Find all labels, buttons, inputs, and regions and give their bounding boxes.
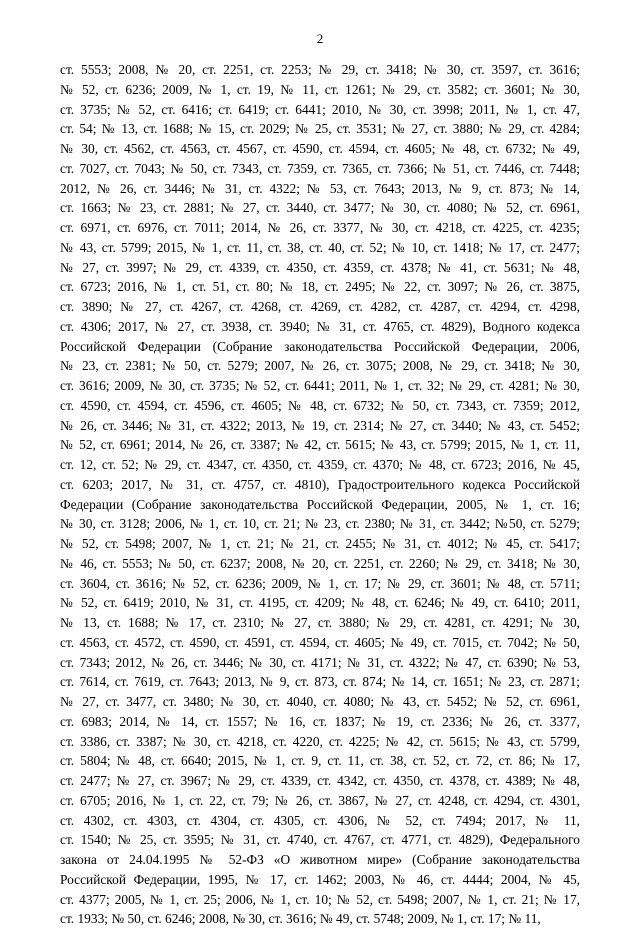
text-line: № 23, ст. 2381; № 50, ст. 5279; 2007, № 26, ст. 3075; 2008, № 29, ст. 3418; № 30, [60,358,580,374]
text-line: ст. 7343; 2012, № 26, ст. 3446; № 30, ст. 4171; № 31, ст. 4322; № 47, ст. 6390; № 53, [60,654,580,670]
text-line: № 52, ст. 5498; 2007, № 1, ст. 21; № 21, ст. 2455; № 31, ст. 4012; № 45, ст. 5417; [60,536,580,551]
body-text [60,60,580,929]
text-line: ст. 5553; 2008, № 20, ст. 2251, ст. 2253; № 29, ст. 3418; № 30, ст. 3597, ст. 3616; [60,62,580,77]
page-number: 2 [316,31,324,46]
text-line: ст. 3604, ст. 3616; № 52, ст. 6236; 2009, № 1, ст. 17; № 29, ст. 3601; № 48, ст. 5711; [60,575,580,591]
text-line: № 27, ст. 3997; № 29, ст. 4339, ст. 4350, ст. 4359, ст. 4378; № 41, ст. 5631; № 48, [60,259,580,275]
text-line: № 52, ст. 6236; 2009, № 1, ст. 19, № 11, ст. 1261; № 29, ст. 3582; ст. 3601; № 30, [60,81,580,97]
text-line: ст. 3890; № 27, ст. 4267, ст. 4268, ст. 4269, ст. 4282, ст. 4287, ст. 4294, ст. 4298, [60,299,580,314]
text-line: ст. 4590, ст. 4594, ст. 4596, ст. 4605; № 48, ст. 6732; № 50, ст. 7343, ст. 7359; 2012, [60,397,580,413]
text-line: ст. 4377; 2005, № 1, ст. 25; 2006, № 1, ст. 10; № 52, ст. 5498; 2007, № 1, ст. 21; № 17, [60,891,580,907]
text-line: ст. 12, ст. 52; № 29, ст. 4347, ст. 4350, ст. 4359, ст. 4370; № 48, ст. 6723; 2016, № 45, [60,457,580,472]
text-line: № 52, ст. 6961; 2014, № 26, ст. 3387; № 42, ст. 5615; № 43, ст. 5799; 2015, № 1, ст. 11, [60,437,580,453]
text-line: ст. 1540; № 25, ст. 3595; № 31, ст. 4740, ст. 4767, ст. 4771, ст. 4829), Федерального [60,832,580,848]
text-line: ст. 4302, ст. 4303, ст. 4304, ст. 4305, ст. 4306, № 52, ст. 7494; 2017, № 11, [60,812,580,828]
text-line: Российской Федерации (Собрание законодательства Российской Федерации, 2006, [60,338,580,354]
text-line: ст. 3386, ст. 3387; № 30, ст. 4218, ст. 4220, ст. 4225; № 42, ст. 5615; № 43, ст. 5799, [60,733,580,749]
text-line: № 30, ст. 3128; 2006, № 1, ст. 10, ст. 21; № 23, ст. 2380; № 31, ст. 3442; №50, ст. 5279; [60,516,580,532]
text-line: ст. 1933; № 50, ст. 6246; 2008, № 30, ст. 3616; № 49, ст. 5748; 2009, № 1, ст. 17; № 11, [60,911,541,927]
text-line: № 52, ст. 6419; 2010, № 31, ст. 4195, ст. 4209; № 48, ст. 6246; № 49, ст. 6410; 2011, [60,595,580,611]
text-line: ст. 3616; 2009, № 30, ст. 3735; № 52, ст. 6441; 2011, № 1, ст. 32; № 29, ст. 4281; № 30, [60,378,580,393]
text-line: ст. 2477; № 27, ст. 3967; № 29, ст. 4339, ст. 4342, ст. 4350, ст. 4378, ст. 4389; № 48, [60,773,580,788]
text-line: ст. 7614, ст. 7619, ст. 7643; 2013, № 9, ст. 873, ст. 874; № 14, ст. 1651; № 23, ст. 2871; [60,674,580,690]
text-line: № 13, ст. 1688; № 17, ст. 2310; № 27, ст. 3880; № 29, ст. 4281, ст. 4291; № 30, [60,615,580,630]
text-line: 2012, № 26, ст. 3446; № 31, ст. 4322; № 53, ст. 7643; 2013, № 9, ст. 873; № 14, [60,180,580,196]
text-line: ст. 3735; № 52, ст. 6416; ст. 6419; ст. 6441; 2010, № 30, ст. 3998; 2011, № 1, ст. 47, [60,101,580,117]
text-line: ст. 6971, ст. 6976, ст. 7011; 2014, № 26, ст. 3377, № 30, ст. 4218, ст. 4225, ст. 4235; [60,220,580,235]
text-line: ст. 54; № 13, ст. 1688; № 15, ст. 2029; № 25, ст. 3531; № 27, ст. 3880; № 29, ст. 4284; [60,121,580,137]
text-line: № 43, ст. 5799; 2015, № 1, ст. 11, ст. 38, ст. 40, ст. 52; № 10, ст. 1418; № 17, ст. 2477; [60,239,580,255]
text-line: Федерации (Собрание законодательства Российской Федерации, 2005, № 1, ст. 16; [60,496,580,512]
text-line: ст. 6203; 2017, № 31, ст. 4757, ст. 4810), Градостроительного кодекса Российской [60,476,580,492]
text-line: ст. 1663; № 23, ст. 2881; № 27, ст. 3440, ст. 3477; № 30, ст. 4080; № 52, ст. 6961, [60,200,580,216]
text-line: № 30, ст. 4562, ст. 4563, ст. 4567, ст. 4590, ст. 4594, ст. 4605; № 48, ст. 6732; № 49, [60,141,580,156]
text-line: ст. 4563, ст. 4572, ст. 4590, ст. 4591, ст. 4594, ст. 4605; № 49, ст. 7015, ст. 7042; № 50, [60,634,580,650]
text-line: № 46, ст. 5553; № 50, ст. 6237; 2008, № 20, ст. 2251, ст. 2260; № 29, ст. 3418; № 30, [60,555,580,571]
text-line: ст. 4306; 2017, № 27, ст. 3938, ст. 3940; № 31, ст. 4765, ст. 4829), Водного кодекса [60,318,580,334]
text-line: ст. 5804; № 48, ст. 6640; 2015, № 1, ст. 9, ст. 11, ст. 38, ст. 52, ст. 72, ст. 86; № 17, [60,753,580,769]
text-line: ст. 6723; 2016, № 1, ст. 51, ст. 80; № 18, ст. 2495; № 22, ст. 3097; № 26, ст. 3875, [60,279,580,295]
text-line: № 26, ст. 3446; № 31, ст. 4322; 2013, № 19, ст. 2314; № 27, ст. 3440; № 43, ст. 5452; [60,417,580,433]
text-line: ст. 7027, ст. 7043; № 50, ст. 7343, ст. 7359, ст. 7365, ст. 7366; № 51, ст. 7446, ст. 7448; [60,160,580,176]
text-line: № 27, ст. 3477, ст. 3480; № 30, ст. 4040, ст. 4080; № 43, ст. 5452; № 52, ст. 6961, [60,694,580,709]
text-line: Российской Федерации, 1995, № 17, ст. 1462; 2003, № 46, ст. 4444; 2004, № 45, [60,871,580,887]
text-line: ст. 6983; 2014, № 14, ст. 1557; № 16, ст. 1837; № 19, ст. 2336; № 26, ст. 3377, [60,713,580,729]
text-line: закона от 24.04.1995 № 52-ФЗ «О животном мире» (Собрание законодательства [60,852,580,867]
text-line: ст. 6705; 2016, № 1, ст. 22, ст. 79; № 26, ст. 3867, № 27, ст. 4248, ст. 4294, ст. 4301, [60,792,580,808]
